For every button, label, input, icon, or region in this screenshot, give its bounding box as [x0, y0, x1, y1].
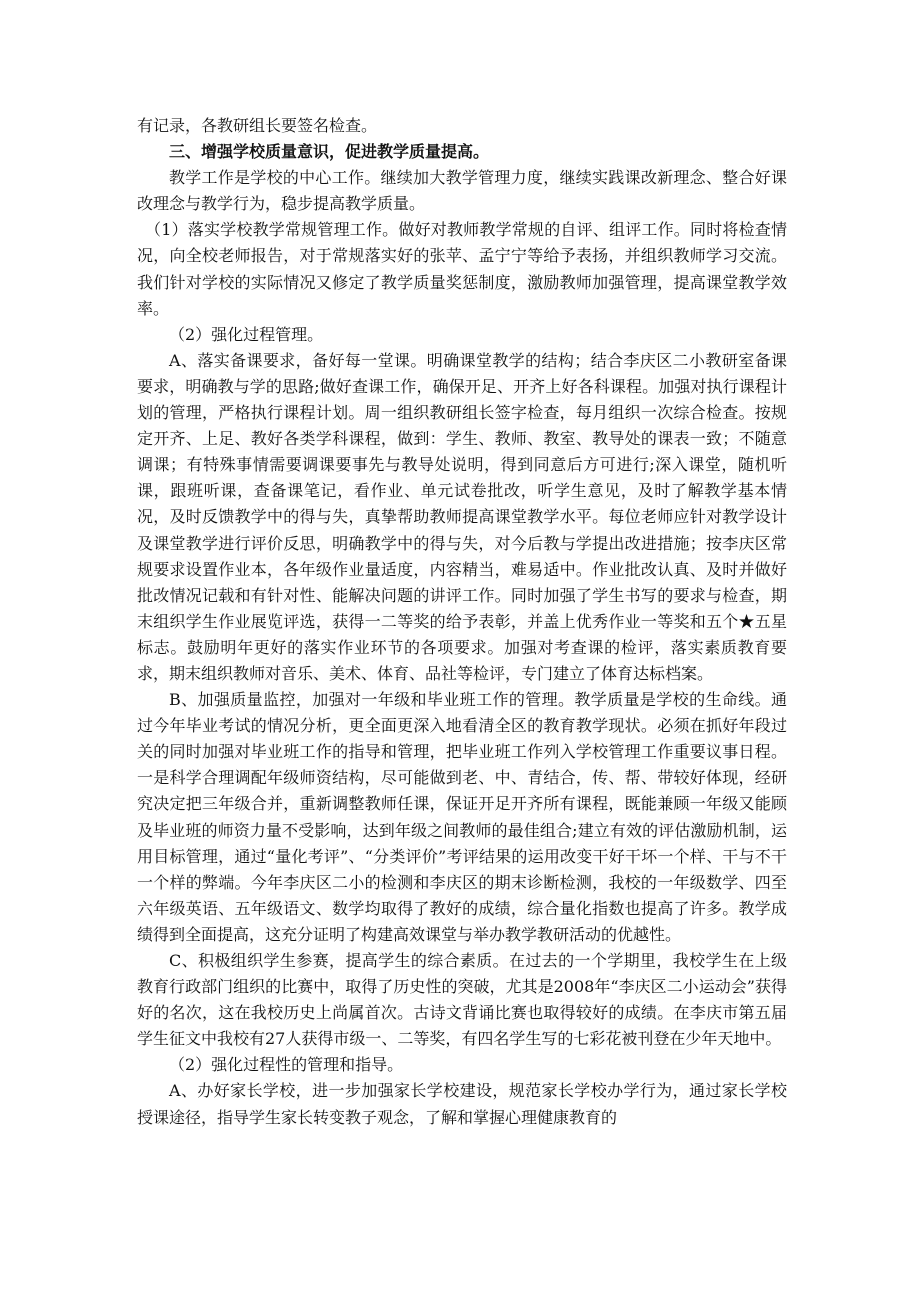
section-heading: 三、增强学校质量意识，促进教学质量提高。 — [169, 142, 490, 162]
paragraph-7: B、加强质量监控，加强对一年级和毕业班工作的管理。教学质量是学校的生命线。通过今年毕业考试的情况分析，更全面更深入地看清全区的教育教学现状。必须在抓好年段过关的同时加强对毕业班工作的指导和管理，把毕业班工作列入学校管理工作重要议事日程。一是科学合理调配年级师资结构，尽可能做到老、中、青结合，传、帮、带较好体现，经研究决定把三年级合并，重新调整教师任课，保证开足开齐所有课程，既能兼顾一年级又能顾及毕业班的师资力量不受影响，达到年级之间教师的最佳组合;建立有效的评估激励机制，运用目标管理，通过“量化考评”、“分类评价”考评结果的运用改变干好干坏一个样、干与不干一个样的弊端。今年李庆区二小的检测和李庆区的期末诊断检测，我校的一年级数学、四至六年级英语、五年级语文、数学均取得了教好的成绩，综合量化指数也提高了许多。教学成绩得到全面提高，这充分证明了构建高效课堂与举办教学教研活动的优越性。 — [137, 690, 787, 944]
paragraph-9: （2）强化过程性的管理和指导。 — [169, 1055, 404, 1075]
paragraph-8: C、积极组织学生参赛，提高学生的综合素质。在过去的一个学期里，我校学生在上级教育行政部门组织的比赛中，取得了历史性的突破，尤其是2008年“李庆区二小运动会”获得好的名次，这在我校历史上尚属首次。古诗文背诵比赛也取得较好的成绩。在李庆市第五届学生征文中我校有27人获得市级一、二等奖，有四名学生写的七彩花被刊登在少年天地中。 — [137, 951, 787, 1049]
paragraph-10: A、办好家长学校，进一步加强家长学校建设，规范家长学校办学行为，通过家长学校授课途径，指导学生家长转变教子观念，了解和掌握心理健康教育的 — [137, 1081, 787, 1127]
paragraph-3: 教学工作是学校的中心工作。继续加大教学管理力度，继续实践课改新理念、整合好课改理念与教学行为，稳步提高教学质量。 — [137, 168, 787, 214]
paragraph-6: A、落实备课要求，备好每一堂课。明确课堂教学的结构；结合李庆区二小教研室备课要求，明确教与学的思路;做好查课工作，确保开足、开齐上好各科课程。加强对执行课程计划的管理，严格执行课程计划。周一组织教研组长签字检查，每月组织一次综合检查。按规定开齐、上足、教好各类学科课程，做到：学生、教师、教室、教导处的课表一致；不随意调课；有特殊事情需要调课要事先与教导处说明，得到同意后方可进行;深入课堂，随机听课，跟班听课，查备课笔记，看作业、单元试卷批改，听学生意见，及时了解教学基本情况，及时反馈教学中的得与失，真挚帮助教师提高课堂教学水平。每位老师应针对教学设计及课堂教学进行评价反思，明确教学中的得与失，对今后教与学提出改进措施；按李庆区常规要求设置作业本，各年级作业量适度，内容精当，难易适中。作业批改认真、及时并做好批改情况记载和有针对性、能解决问题的讲评工作。同时加强了学生书写的要求与检查，期末组织学生作业展览评选，获得一二等奖的给予表彰，并盖上优秀作业一等奖和五个★五星标志。鼓励明年更好的落实作业环节的各项要求。加强对考查课的检评，落实素质教育要求，期末组织教师对音乐、美术、体育、品社等检评，专门建立了体育达标档案。 — [137, 350, 787, 683]
document-body — [137, 113, 787, 1131]
paragraph-4: （1）落实学校教学常规管理工作。做好对教师教学常规的自评、组评工作。同时将检查情况，向全校老师报告，对于常规落实好的张苹、孟宁宁等给予表扬，并组织教师学习交流。我们针对学校的实际情况又修定了教学质量奖惩制度，激励教师加强管理，提高课堂教学效率。 — [137, 220, 787, 318]
paragraph-5: （2）强化过程管理。 — [169, 324, 324, 344]
paragraph-1: 有记录，各教研组长要签名检查。 — [137, 116, 378, 135]
